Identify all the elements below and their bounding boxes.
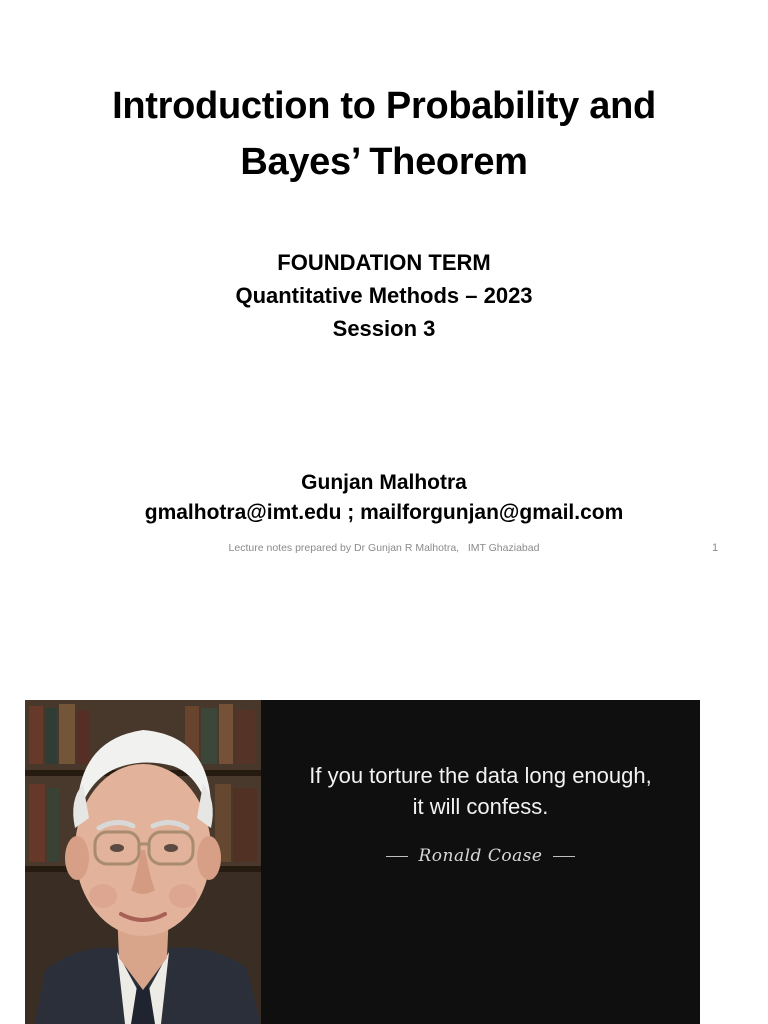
subtitle-term: FOUNDATION TERM <box>277 250 491 275</box>
attribution-dash-left <box>386 856 408 857</box>
quote-text <box>261 760 700 822</box>
quote-line-1: If you torture the data long enough, <box>309 763 652 788</box>
author-block <box>40 468 728 528</box>
author-emails: gmalhotra@imt.edu ; mailforgunjan@gmail.com <box>144 501 624 524</box>
quote-card <box>25 700 700 1024</box>
quote-attribution <box>261 846 700 866</box>
quote-line-2: it will confess. <box>412 794 549 819</box>
slide-page-number: 1 <box>712 542 719 554</box>
attribution-name: Ronald Coase <box>418 846 543 866</box>
subtitle-session: Session 3 <box>332 316 436 341</box>
slide-subtitle <box>40 246 728 345</box>
portrait-photo <box>25 700 261 1024</box>
slide-footer-note: Lecture notes prepared by Dr Gunjan R Malhotra, IMT Ghaziabad <box>228 542 540 554</box>
slide-title <box>40 78 728 190</box>
subtitle-course: Quantitative Methods – 2023 <box>235 283 533 308</box>
slide-title-line-1: Introduction to Probability and <box>112 85 656 127</box>
author-name: Gunjan Malhotra <box>301 471 467 494</box>
attribution-dash-right <box>553 856 575 857</box>
slide-title-line-2: Bayes’ Theorem <box>240 141 528 183</box>
